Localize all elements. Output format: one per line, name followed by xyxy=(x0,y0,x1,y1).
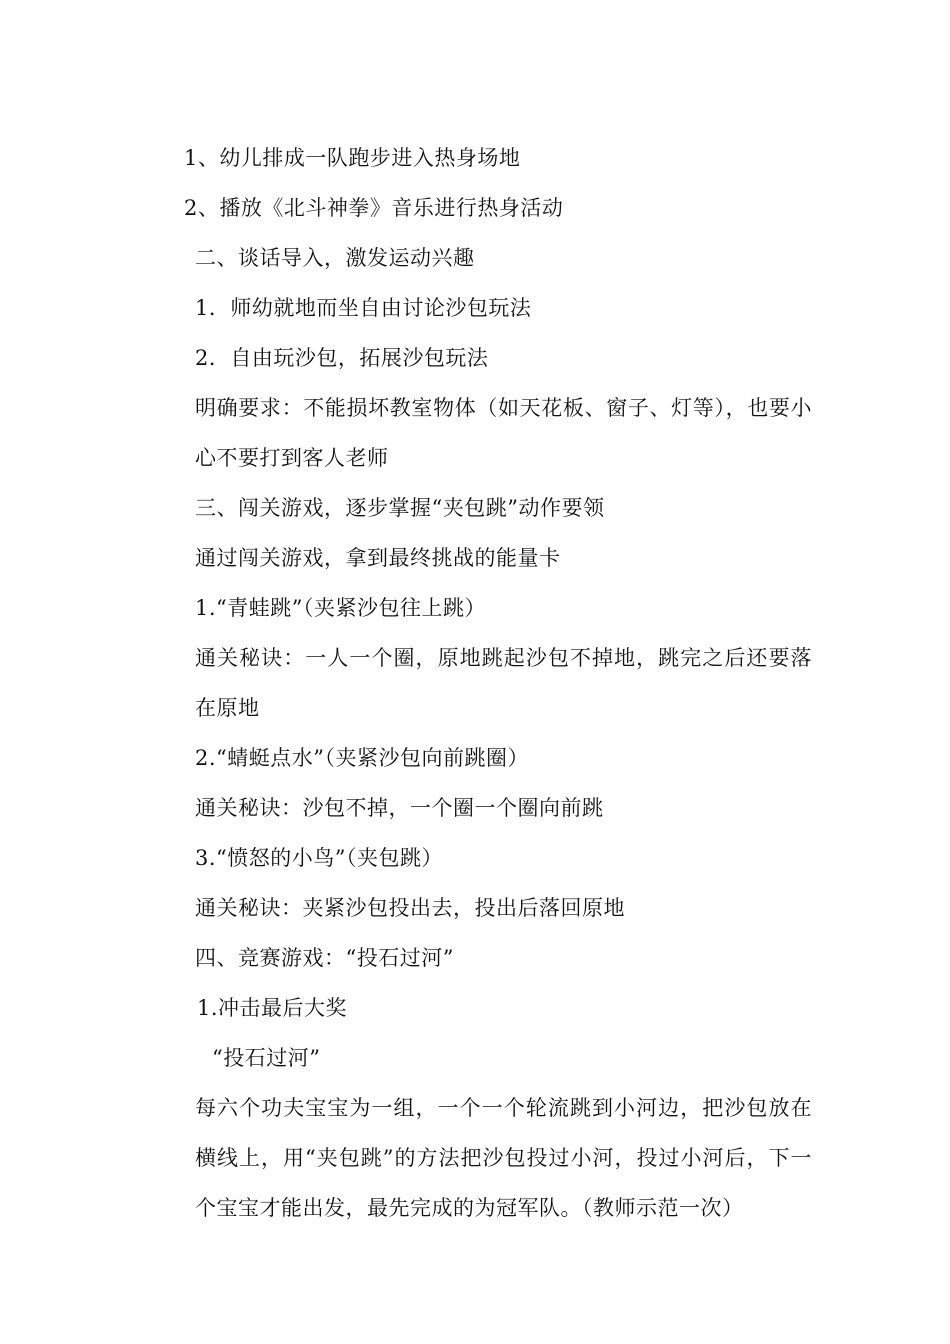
paragraph-final-prize: 1.冲击最后大奖 xyxy=(197,996,348,1020)
paragraph-discussion-step-1: 1．师幼就地而坐自由讨论沙包玩法 xyxy=(195,296,532,320)
paragraph-level-1-tips: 通关秘诀：一人一个圈，原地跳起沙包不掉地，跳完之后还要落在原地 xyxy=(195,646,812,720)
paragraph-warmup-step-1: 1、幼儿排成一队跑步进入热身场地 xyxy=(184,146,521,170)
paragraph-warmup-step-2: 2、播放《北斗神拳》音乐进行热身活动 xyxy=(184,196,564,220)
paragraph-level-1: 1.“青蛙跳”（夹紧沙包往上跳） xyxy=(195,596,487,620)
paragraph-level-2: 2.“蜻蜓点水”（夹紧沙包向前跳圈） xyxy=(195,746,530,770)
paragraph-game-rules: 每六个功夫宝宝为一组，一个一个轮流跳到小河边，把沙包放在横线上，用“夹包跳”的方法把沙包投过小河，投过小河后，下一个宝宝才能出发，最先完成的为冠军队。（教师示范一次） xyxy=(195,1096,812,1220)
paragraph-game-title: “投石过河” xyxy=(212,1046,321,1070)
paragraph-level-2-tips: 通关秘诀：沙包不掉，一个圈一个圈向前跳 xyxy=(195,796,604,820)
section-heading-2: 二、谈话导入，激发运动兴趣 xyxy=(195,246,475,270)
paragraph-game-intro: 通过闯关游戏，拿到最终挑战的能量卡 xyxy=(195,546,561,570)
section-heading-4: 四、竞赛游戏：“投石过河” xyxy=(195,946,454,970)
paragraph-discussion-step-2: 2．自由玩沙包，拓展沙包玩法 xyxy=(195,346,489,370)
document-body xyxy=(152,133,812,1233)
paragraph-level-3: 3.“愤怒的小鸟”（夹包跳） xyxy=(195,846,444,870)
section-heading-3: 三、闯关游戏，逐步掌握“夹包跳”动作要领 xyxy=(195,496,605,520)
paragraph-level-3-tips: 通关秘诀：夹紧沙包投出去，投出后落回原地 xyxy=(195,896,625,920)
paragraph-requirements: 明确要求：不能损坏教室物体（如天花板、窗子、灯等），也要小心不要打到客人老师 xyxy=(195,396,812,470)
